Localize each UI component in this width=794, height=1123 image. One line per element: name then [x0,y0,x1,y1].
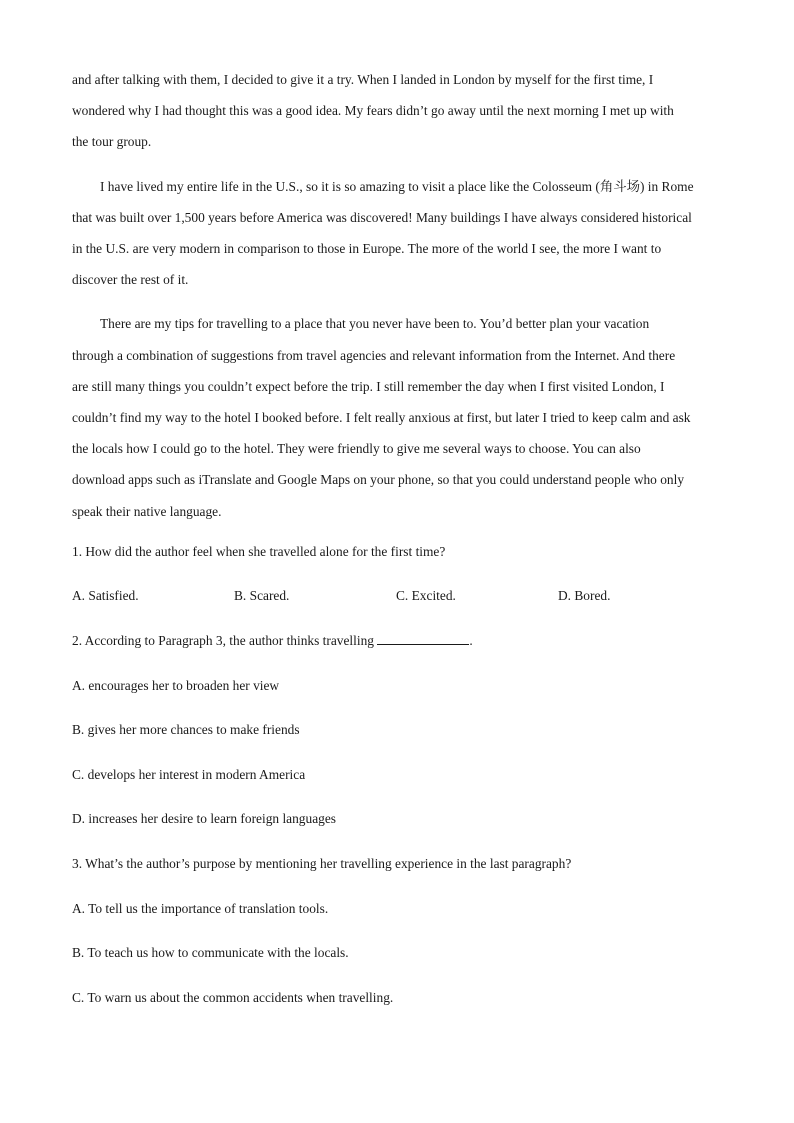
paragraph-1 [72,64,724,158]
paragraph-line: discover the rest of it. [72,272,189,288]
option-c: C. Excited. [396,588,456,604]
question-stem [72,629,724,674]
question-1 [72,540,724,629]
question-stem-end: . [469,633,473,649]
option-a: A. To tell us the importance of translation tools. [72,900,329,916]
option-b: B. To teach us how to communicate with the locals. [72,945,349,961]
paragraph-line: the locals how I could go to the hotel. They were friendly to give me several ways to choose. You can also [72,441,641,457]
paragraph-line: that was built over 1,500 years before America was discovered! Many buildings I have always considered historical [72,209,692,225]
paragraph-line: download apps such as iTranslate and Google Maps on your phone, so that you could understand people who only [72,472,685,488]
option-b: B. gives her more chances to make friends [72,722,300,738]
answer-blank [377,630,469,645]
paragraph-line: are still many things you couldn’t expect before the trip. I still remember the day when I first visited London, I [72,378,665,394]
paragraph-line: through a combination of suggestions from travel agencies and relevant information from the Internet. And there [72,347,676,363]
paragraph-line: in the U.S. are very modern in comparison to those in Europe. The more of the world I see, the more I want to [72,241,662,257]
paragraph-2 [72,171,724,296]
question-stem-text: 2. According to Paragraph 3, the author thinks travelling [72,633,374,649]
option-a: A. Satisfied. [72,588,139,604]
option-c: C. develops her interest in modern America [72,766,306,782]
question-stem: 1. How did the author feel when she travelled alone for the first time? [72,543,446,559]
paragraph-line: the tour group. [72,134,152,150]
question-stem: 3. What’s the author’s purpose by mentioning her travelling experience in the last paragraph? [72,856,572,871]
option-a: A. encourages her to broaden her view [72,677,280,693]
document-page [72,64,724,1030]
paragraph-line: speak their native language. [72,503,222,519]
question-3 [72,852,724,1030]
paragraph-line: There are my tips for travelling to a place that you never have been to. You’d better plan your vacation [100,316,650,332]
option-d: D. Bored. [558,588,611,604]
paragraph-line: and after talking with them, I decided to give it a try. When I landed in London by myself for the first time, I [72,72,654,87]
option-c: C. To warn us about the common accidents when travelling. [72,989,394,1005]
paragraph-line: couldn’t find my way to the hotel I booked before. I felt really anxious at first, but later I tried to keep calm and ask [72,410,691,426]
paragraph-line: wondered why I had thought this was a good idea. My fears didn’t go away until the next morning I met up with [72,103,674,119]
option-d: D. increases her desire to learn foreign languages [72,811,336,827]
paragraph-line: I have lived my entire life in the U.S., so it is so amazing to visit a place like the Colosseum (角斗场) in Rome [100,178,694,194]
paragraph-3 [72,308,724,526]
question-2 [72,629,724,852]
option-b: B. Scared. [234,588,290,604]
question-options [72,584,724,629]
